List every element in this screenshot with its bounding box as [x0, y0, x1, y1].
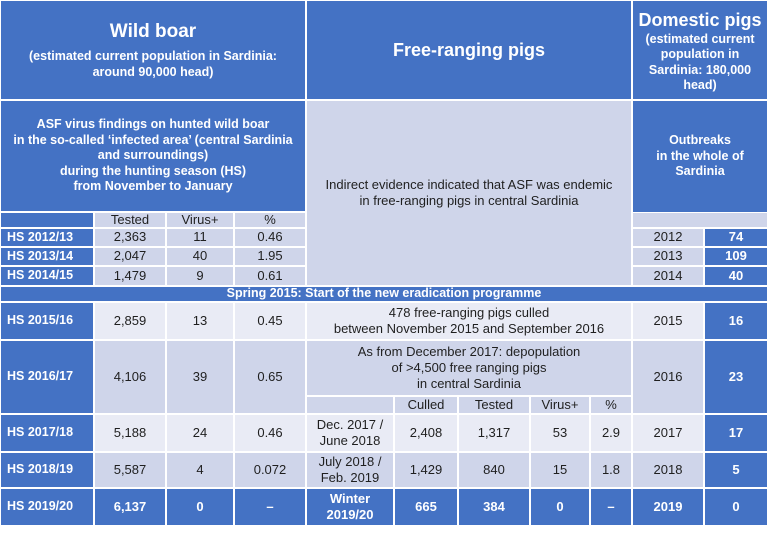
virus-2015: 13 — [166, 302, 234, 340]
season-label-2017: HS 2017/18 — [0, 414, 94, 452]
col-percent-header: % — [234, 212, 306, 228]
col-virus-header: Virus+ — [166, 212, 234, 228]
virus-2013: 40 — [166, 247, 234, 266]
pct-2012: 0.46 — [234, 228, 306, 247]
domestic-pigs-title: Domestic pigs — [638, 10, 762, 30]
col-free-virus-header: Virus+ — [530, 396, 590, 414]
free-ranging-2015-cell — [306, 302, 632, 340]
domestic-pigs-header — [632, 0, 768, 100]
outbreaks-2019: 0 — [704, 488, 768, 526]
outbreaks-2017: 17 — [704, 414, 768, 452]
pct-2016: 0.65 — [234, 340, 306, 414]
period-2018 — [306, 452, 394, 488]
asf-findings-header — [0, 100, 306, 212]
asf-line-2: in the so-called ‘infected area’ (central Sardinia — [13, 132, 293, 147]
indirect-line-2: in free-ranging pigs in central Sardinia — [359, 193, 579, 208]
year-2018: 2018 — [632, 452, 704, 488]
outbreaks-2012: 74 — [704, 228, 768, 247]
virus-2019: 0 — [166, 488, 234, 526]
free-2016-line-1: As from December 2017: depopulation — [357, 343, 581, 359]
culled-2017: 2,408 — [394, 414, 458, 452]
wild-boar-subtitle-1: (estimated current population in Sardinia: — [29, 49, 277, 64]
tested-2014: 1,479 — [94, 266, 166, 286]
pct-2019: – — [234, 488, 306, 526]
free-ranging-2016-cell — [306, 340, 632, 396]
virus-2016: 39 — [166, 340, 234, 414]
outbreaks-line-1: Outbreaks — [669, 133, 731, 147]
free-2015-line-2: between November 2015 and September 2016 — [333, 321, 605, 336]
culled-2018: 1,429 — [394, 452, 458, 488]
tested-2015: 2,859 — [94, 302, 166, 340]
season-column-header — [0, 212, 94, 228]
col-free-percent-header: % — [590, 396, 632, 414]
free-pct-2018: 1.8 — [590, 452, 632, 488]
col-free-tested-header: Tested — [458, 396, 530, 414]
season-label-2013: HS 2013/14 — [0, 247, 94, 266]
year-2015: 2015 — [632, 302, 704, 340]
free-virus-2019: 0 — [530, 488, 590, 526]
pct-2013: 1.95 — [234, 247, 306, 266]
outbreaks-2018: 5 — [704, 452, 768, 488]
tested-2012: 2,363 — [94, 228, 166, 247]
period-2017-line-2: June 2018 — [319, 433, 381, 448]
virus-2018: 4 — [166, 452, 234, 488]
eradication-banner: Spring 2015: Start of the new eradication programme — [0, 286, 768, 302]
outbreaks-2016: 23 — [704, 340, 768, 414]
tested-2017: 5,188 — [94, 414, 166, 452]
free-ranging-header — [306, 0, 632, 100]
year-2013: 2013 — [632, 247, 704, 266]
asf-line-4: during the hunting season (HS) — [59, 163, 247, 178]
season-label-2016: HS 2016/17 — [0, 340, 94, 414]
domestic-subtitle-1: (estimated current — [645, 31, 755, 46]
season-label-2015: HS 2015/16 — [0, 302, 94, 340]
outbreaks-line-2: in the whole of — [656, 148, 744, 163]
period-2017 — [306, 414, 394, 452]
season-label-2019: HS 2019/20 — [0, 488, 94, 526]
asf-line-1: ASF virus findings on hunted wild boar — [36, 116, 270, 131]
year-2016: 2016 — [632, 340, 704, 414]
domestic-subtitle-3: Sardinia: 180,000 — [648, 62, 752, 77]
free-2016-line-2: of >4,500 free ranging pigs — [391, 359, 547, 375]
period-2018-line-2: Feb. 2019 — [320, 470, 380, 485]
free-virus-2018: 15 — [530, 452, 590, 488]
tested-2016: 4,106 — [94, 340, 166, 414]
period-2018-line-1: July 2018 / — [318, 453, 382, 469]
free-tested-2017: 1,317 — [458, 414, 530, 452]
pct-2014: 0.61 — [234, 266, 306, 286]
col-tested-header: Tested — [94, 212, 166, 228]
free-tested-2018: 840 — [458, 452, 530, 488]
free-2016-line-3: in central Sardinia — [416, 376, 522, 392]
col-culled-header: Culled — [394, 396, 458, 414]
outbreaks-2013: 109 — [704, 247, 768, 266]
virus-2014: 9 — [166, 266, 234, 286]
free-pct-2019: – — [590, 488, 632, 526]
pct-2018: 0.072 — [234, 452, 306, 488]
asf-line-5: from November to January — [73, 179, 233, 194]
outbreaks-header — [632, 100, 768, 226]
virus-2012: 11 — [166, 228, 234, 247]
free-tested-2019: 384 — [458, 488, 530, 526]
pct-2017: 0.46 — [234, 414, 306, 452]
tested-2018: 5,587 — [94, 452, 166, 488]
wild-boar-header — [0, 0, 306, 100]
pct-2015: 0.45 — [234, 302, 306, 340]
season-label-2012: HS 2012/13 — [0, 228, 94, 247]
free-virus-2017: 53 — [530, 414, 590, 452]
indirect-evidence-cell — [306, 100, 632, 286]
year-2012: 2012 — [632, 228, 704, 247]
domestic-subtitle-4: head) — [683, 78, 717, 93]
wild-boar-title: Wild boar — [109, 20, 197, 42]
year-2014: 2014 — [632, 266, 704, 286]
period-2017-line-1: Dec. 2017 / — [316, 416, 384, 432]
outbreaks-2015: 16 — [704, 302, 768, 340]
outbreaks-2014: 40 — [704, 266, 768, 286]
year-2017: 2017 — [632, 414, 704, 452]
outbreaks-line-3: Sardinia — [675, 164, 725, 179]
free-ranging-title: Free-ranging pigs — [392, 39, 545, 60]
indirect-line-1: Indirect evidence indicated that ASF was endemic — [325, 176, 613, 192]
period-2019-line-1: Winter — [329, 490, 371, 506]
free-period-column-header — [306, 396, 394, 414]
culled-2019: 665 — [394, 488, 458, 526]
outbreaks-column-spacer — [632, 212, 768, 228]
free-2015-line-1: 478 free-ranging pigs culled — [388, 304, 550, 320]
tested-2019: 6,137 — [94, 488, 166, 526]
asf-line-3: and surroundings) — [97, 148, 209, 163]
period-2019-line-2: 2019/20 — [326, 507, 374, 522]
season-label-2018: HS 2018/19 — [0, 452, 94, 488]
period-2019 — [306, 488, 394, 526]
domestic-subtitle-2: population in — [660, 47, 740, 62]
free-pct-2017: 2.9 — [590, 414, 632, 452]
tested-2013: 2,047 — [94, 247, 166, 266]
year-2019: 2019 — [632, 488, 704, 526]
wild-boar-subtitle-2: around 90,000 head) — [92, 64, 214, 79]
season-label-2014: HS 2014/15 — [0, 266, 94, 286]
virus-2017: 24 — [166, 414, 234, 452]
